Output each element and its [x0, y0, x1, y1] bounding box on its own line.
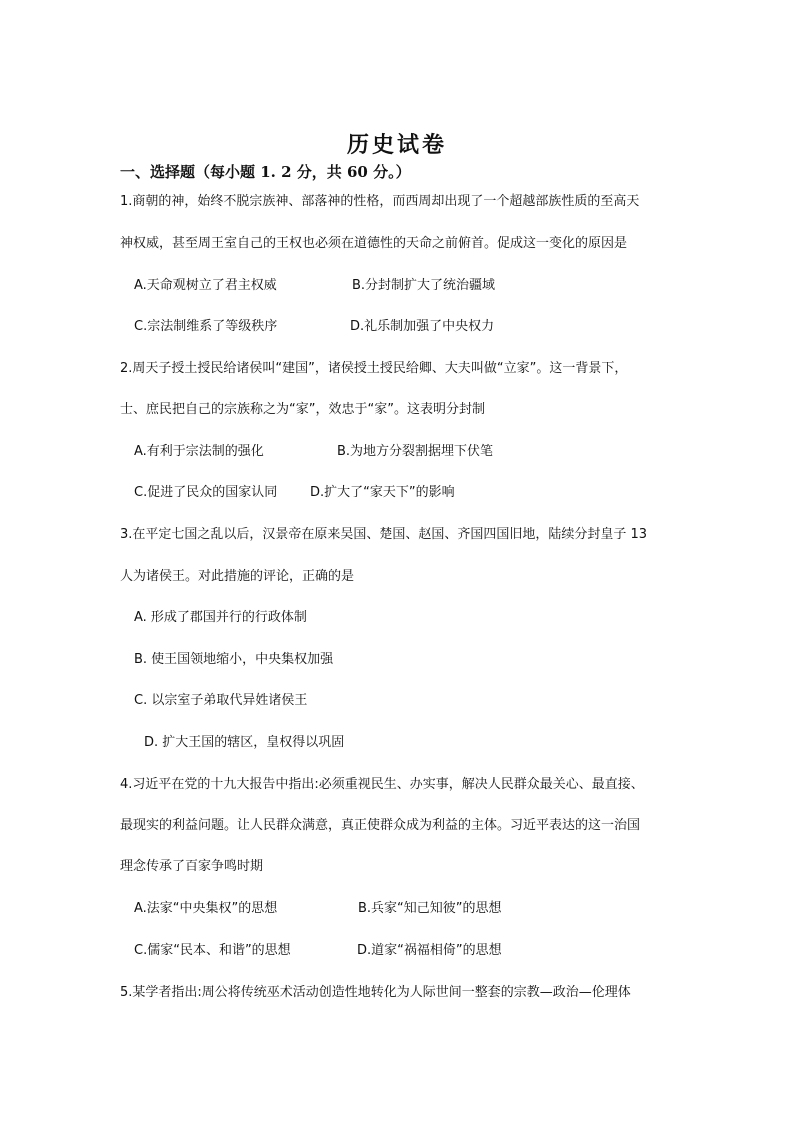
question-1-option-c: C.宗法制维系了等级秩序: [134, 319, 278, 334]
question-3-option-a: A. 形成了郡国并行的行政体制: [134, 610, 307, 625]
question-4-stem-line-3: 理念传承了百家争鸣时期: [120, 859, 264, 874]
question-2-option-d: D.扩大了“家天下”的影响: [310, 485, 455, 500]
question-1-stem-line-2: 神权威，甚至周王室自己的王权也必须在道德性的天命之前俯首。促成这一变化的原因是: [120, 236, 628, 251]
question-4-option-b: B.兵家“知己知彼”的思想: [358, 901, 502, 916]
question-1-option-d: D.礼乐制加强了中央权力: [350, 319, 495, 334]
question-4-option-a: A.法家“中央集权”的思想: [134, 901, 278, 916]
question-5-stem-line-1: 5.某学者指出:周公将传统巫术活动创造性地转化为人际世间一整套的宗教—政治—伦理体: [120, 985, 631, 1000]
question-3-option-b: B. 使王国领地缩小，中央集权加强: [134, 652, 334, 667]
question-3-stem-line-1: 3.在平定七国之乱以后，汉景帝在原来吴国、楚国、赵国、齐国四国旧地，陆续分封皇子 13: [120, 527, 648, 542]
question-2-option-b: B.为地方分裂割据埋下伏笔: [337, 444, 494, 459]
question-3-stem-line-2: 人为诸侯王。对此措施的评论，正确的是: [120, 569, 355, 584]
question-1-stem-line-1: 1.商朝的神，始终不脱宗族神、部落神的性格，而西周却出现了一个超越部族性质的至高天: [120, 194, 640, 209]
question-4-stem-line-2: 最现实的利益问题。让人民群众满意，真正使群众成为利益的主体。习近平表达的这一治国: [120, 818, 641, 833]
question-4-option-c: C.儒家“民本、和谐”的思想: [134, 943, 291, 958]
question-2-option-c: C.促进了民众的国家认同: [134, 485, 278, 500]
page-title: 历史试卷: [346, 132, 447, 158]
question-1-option-b: B.分封制扩大了统治疆域: [352, 278, 496, 293]
question-4-option-d: D.道家“祸福相倚”的思想: [357, 943, 502, 958]
question-2-stem-line-2: 士、庶民把自己的宗族称之为“家”，效忠于“家”。这表明分封制: [120, 402, 485, 417]
question-3-option-c: C. 以宗室子弟取代异姓诸侯王: [134, 693, 308, 708]
question-2-option-a: A.有利于宗法制的强化: [134, 444, 264, 459]
section-heading: 一、选择题（每小题 1. 2 分，共 60 分。）: [120, 163, 411, 181]
question-3-option-d: D. 扩大王国的辖区，皇权得以巩固: [144, 735, 345, 750]
question-2-stem-line-1: 2.周天子授土授民给诸侯叫“建国”，诸侯授土授民给卿、大夫叫做“立家”。这一背景下，: [120, 361, 628, 376]
question-1-option-a: A.天命观树立了君主权威: [134, 278, 277, 293]
question-4-stem-line-1: 4.习近平在党的十九大报告中指出:必须重视民生、办实事，解决人民群众最关心、最直接、: [120, 777, 644, 792]
